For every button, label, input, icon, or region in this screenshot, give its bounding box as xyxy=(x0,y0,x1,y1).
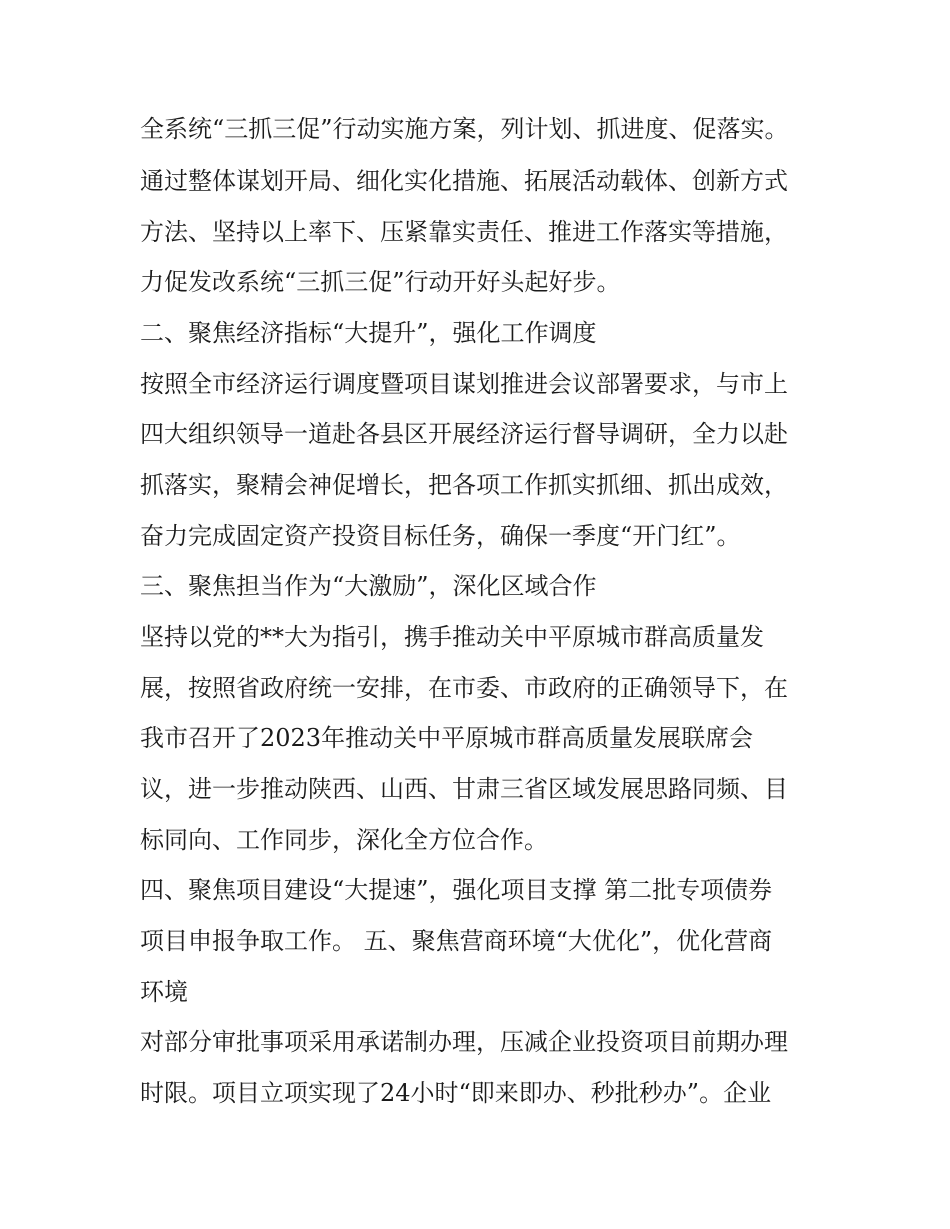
text-line: 展，按照省政府统一安排，在市委、市政府的正确领导下，在 xyxy=(140,674,788,702)
section-heading: 四、聚焦项目建设“大提速”，强化项目支撑 第二批专项债券 xyxy=(140,876,773,904)
text-line: 环境 xyxy=(140,978,188,1006)
text-line: 奋力完成固定资产投资目标任务，确保一季度“开门红”。 xyxy=(140,522,741,550)
text-line: 对部分审批事项采用承诺制办理，压减企业投资项目前期办理 xyxy=(140,1028,788,1056)
text-line: 抓落实，聚精会神促增长，把各项工作抓实抓细、抓出成效， xyxy=(140,471,788,499)
text-line: 通过整体谋划开局、细化实化措施、拓展活动载体、创新方式 xyxy=(140,167,788,195)
text-line: 时限。项目立项实现了24小时“即来即办、秒批秒办”。企业 xyxy=(140,1079,772,1107)
section-heading: 二、聚焦经济指标“大提升”，强化工作调度 xyxy=(140,319,597,347)
text-line: 标同向、工作同步，深化全方位合作。 xyxy=(140,826,548,854)
section-heading: 三、聚焦担当作为“大激励”，深化区域合作 xyxy=(140,572,597,600)
text-line: 议，进一步推动陕西、山西、甘肃三省区域发展思路同频、目 xyxy=(140,775,788,803)
text-line: 力促发改系统“三抓三促”行动开好头起好步。 xyxy=(140,268,621,296)
text-line: 项目申报争取工作。 五、聚焦营商环境“大优化”，优化营商 xyxy=(140,927,773,955)
text-line: 方法、坚持以上率下、压紧靠实责任、推进工作落实等措施， xyxy=(140,218,788,246)
text-line: 按照全市经济运行调度暨项目谋划推进会议部署要求，与市上 xyxy=(140,370,788,398)
text-line: 全系统“三抓三促”行动实施方案，列计划、抓进度、促落实。 xyxy=(140,115,789,143)
text-line: 四大组织领导一道赴各县区开展经济运行督导调研，全力以赴 xyxy=(140,420,788,448)
text-line: 坚持以党的**大为指引，携手推动关中平原城市群高质量发 xyxy=(140,623,764,651)
text-line: 我市召开了2023年推动关中平原城市群高质量发展联席会 xyxy=(140,724,754,752)
